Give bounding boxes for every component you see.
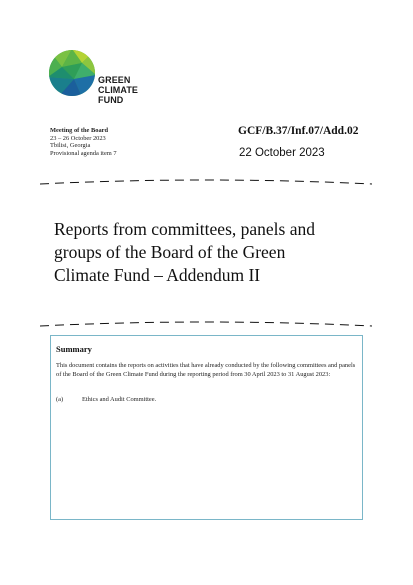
list-item-text: Ethics and Audit Committee.	[82, 396, 157, 403]
divider-top	[38, 178, 374, 188]
summary-list-item	[56, 396, 156, 403]
document-date: 22 October 2023	[239, 147, 325, 159]
document-title	[54, 218, 374, 287]
agenda-item: Provisional agenda item 7	[50, 149, 117, 157]
divider-bottom	[38, 320, 374, 330]
gcf-logo	[48, 49, 148, 103]
list-item-label: (a)	[56, 396, 64, 403]
meeting-info	[50, 127, 117, 157]
summary-text: This document contains the reports on activities that have already conducted by the following committees and panels of the Board of the Green Climate Fund during the reporting period from 30 April 2023 to 31 August 2023:	[56, 362, 356, 378]
title-line: groups of the Board of the Green	[54, 242, 286, 262]
logo-line: CLIMATE	[98, 85, 139, 95]
summary-heading: Summary	[56, 344, 92, 354]
title-line: Reports from committees, panels and	[54, 219, 315, 239]
globe-icon	[48, 49, 96, 97]
logo-line: GREEN	[98, 75, 131, 85]
meeting-heading: Meeting of the Board	[50, 127, 109, 134]
title-line: Climate Fund – Addendum II	[54, 265, 261, 285]
meeting-location: Tbilisi, Georgia	[50, 142, 91, 150]
document-reference: GCF/B.37/Inf.07/Add.02	[238, 125, 359, 137]
meeting-dates: 23 – 26 October 2023	[50, 134, 106, 142]
logo-line: FUND	[98, 95, 124, 105]
logo-wordmark	[98, 75, 138, 105]
summary-box	[50, 335, 363, 520]
